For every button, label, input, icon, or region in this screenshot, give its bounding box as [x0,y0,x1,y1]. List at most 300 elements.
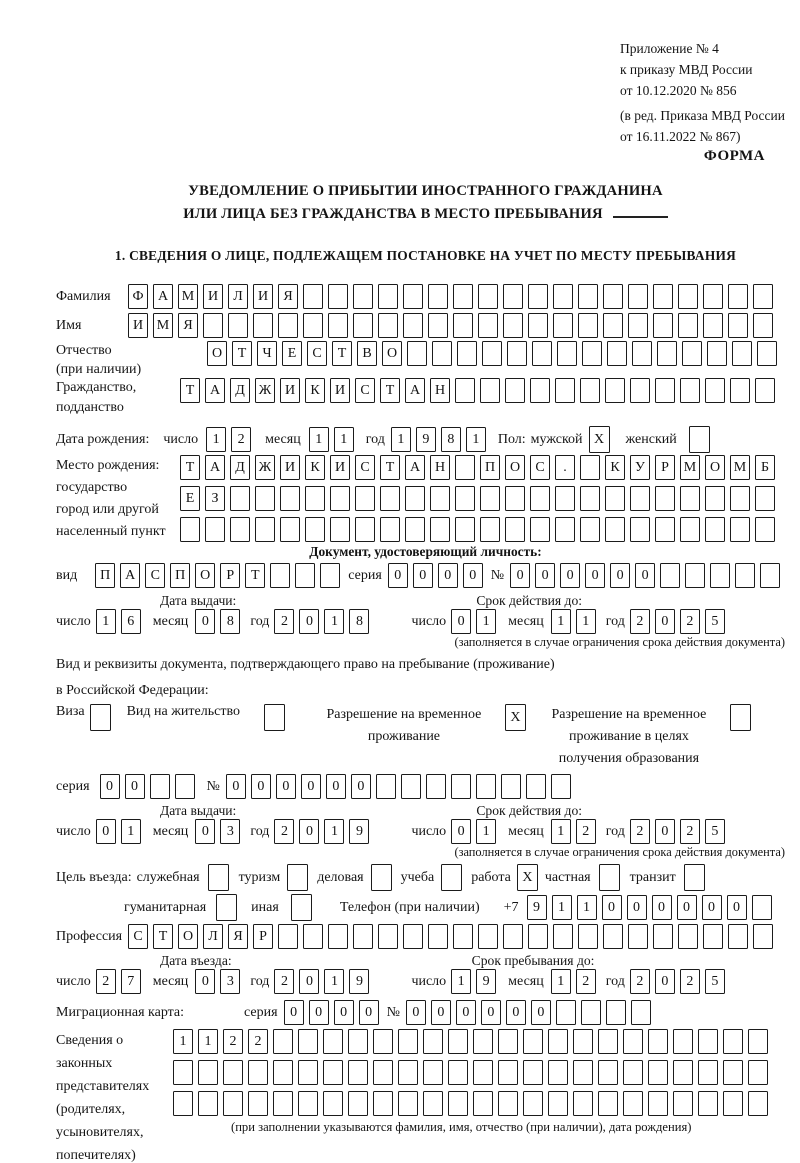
char-cell[interactable]: 0 [655,969,675,994]
char-cell[interactable]: Я [178,313,198,338]
char-cell[interactable] [556,1000,576,1025]
entry-year-field[interactable] [274,969,369,994]
char-cell[interactable]: 0 [456,1000,476,1025]
char-cell[interactable] [203,313,223,338]
migration-card-series-field[interactable] [284,1000,379,1025]
char-cell[interactable]: П [170,563,190,588]
char-cell[interactable]: 9 [416,427,436,452]
char-cell[interactable] [555,378,575,403]
char-cell[interactable] [757,341,777,366]
char-cell[interactable]: 5 [705,969,725,994]
char-cell[interactable] [480,517,500,542]
char-cell[interactable]: 0 [284,1000,304,1025]
char-cell[interactable]: Н [430,378,450,403]
char-cell[interactable]: М [680,455,700,480]
char-cell[interactable] [598,1029,618,1054]
char-cell[interactable]: 0 [195,609,215,634]
char-cell[interactable] [355,517,375,542]
char-cell[interactable] [732,341,752,366]
char-cell[interactable]: Ч [257,341,277,366]
char-cell[interactable]: 0 [677,895,697,920]
char-cell[interactable] [473,1029,493,1054]
char-cell[interactable]: 0 [655,609,675,634]
char-cell[interactable]: С [307,341,327,366]
char-cell[interactable]: 0 [299,609,319,634]
char-cell[interactable] [728,924,748,949]
purpose-commercial-checkbox[interactable] [371,864,392,891]
char-cell[interactable]: 8 [441,427,461,452]
char-cell[interactable]: М [730,455,750,480]
char-cell[interactable] [255,486,275,511]
char-cell[interactable]: 8 [349,609,369,634]
char-cell[interactable]: 1 [552,895,572,920]
char-cell[interactable] [323,1060,343,1085]
char-cell[interactable]: Ж [255,378,275,403]
char-cell[interactable]: Р [220,563,240,588]
char-cell[interactable]: К [305,455,325,480]
char-cell[interactable] [735,563,755,588]
char-cell[interactable] [298,1060,318,1085]
char-cell[interactable] [498,1060,518,1085]
char-cell[interactable] [728,313,748,338]
char-cell[interactable] [528,313,548,338]
char-cell[interactable]: О [178,924,198,949]
char-cell[interactable]: С [128,924,148,949]
char-cell[interactable] [430,517,450,542]
char-cell[interactable]: 8 [220,609,240,634]
char-cell[interactable]: 0 [481,1000,501,1025]
residence-permit-checkbox[interactable] [264,704,285,731]
char-cell[interactable] [698,1091,718,1116]
char-cell[interactable]: 1 [173,1029,193,1054]
char-cell[interactable] [648,1060,668,1085]
char-cell[interactable] [298,1091,318,1116]
char-cell[interactable] [760,563,780,588]
char-cell[interactable]: 1 [206,427,226,452]
char-cell[interactable]: 0 [655,819,675,844]
char-cell[interactable] [305,517,325,542]
char-cell[interactable]: Е [180,486,200,511]
char-cell[interactable]: А [205,455,225,480]
char-cell[interactable] [403,924,423,949]
char-cell[interactable]: 1 [324,819,344,844]
char-cell[interactable]: 2 [630,609,650,634]
purpose-tourism-checkbox[interactable] [287,864,308,891]
char-cell[interactable] [198,1091,218,1116]
residence-valid-day-field[interactable] [451,819,496,844]
char-cell[interactable] [553,284,573,309]
char-cell[interactable] [482,341,502,366]
char-cell[interactable]: 9 [349,969,369,994]
char-cell[interactable]: У [630,455,650,480]
char-cell[interactable] [730,486,750,511]
char-cell[interactable] [548,1029,568,1054]
purpose-study-checkbox[interactable] [441,864,462,891]
char-cell[interactable] [680,378,700,403]
char-cell[interactable]: А [405,455,425,480]
char-cell[interactable] [755,378,775,403]
char-cell[interactable] [648,1091,668,1116]
char-cell[interactable] [403,284,423,309]
char-cell[interactable]: И [203,284,223,309]
char-cell[interactable] [270,563,290,588]
char-cell[interactable]: 0 [506,1000,526,1025]
identity-issue-month-field[interactable] [195,609,240,634]
char-cell[interactable] [673,1060,693,1085]
char-cell[interactable]: Л [228,284,248,309]
char-cell[interactable]: Р [655,455,675,480]
char-cell[interactable] [523,1091,543,1116]
char-cell[interactable] [630,517,650,542]
purpose-transit-checkbox[interactable] [684,864,705,891]
char-cell[interactable] [528,284,548,309]
identity-valid-day-field[interactable] [451,609,496,634]
char-cell[interactable]: 0 [388,563,408,588]
residence-issue-day-field[interactable] [96,819,141,844]
char-cell[interactable] [530,378,550,403]
char-cell[interactable]: 6 [121,609,141,634]
char-cell[interactable] [455,378,475,403]
char-cell[interactable]: К [605,455,625,480]
char-cell[interactable] [578,924,598,949]
char-cell[interactable] [748,1029,768,1054]
char-cell[interactable] [606,1000,626,1025]
char-cell[interactable] [455,455,475,480]
char-cell[interactable]: 0 [510,563,530,588]
char-cell[interactable] [555,517,575,542]
temp-permit-checkbox[interactable]: X [505,704,526,731]
char-cell[interactable] [453,313,473,338]
char-cell[interactable] [278,313,298,338]
char-cell[interactable] [255,517,275,542]
purpose-work-checkbox[interactable]: X [517,864,538,891]
surname-field[interactable] [128,284,773,309]
char-cell[interactable]: 1 [391,427,411,452]
char-cell[interactable] [630,486,650,511]
char-cell[interactable] [526,774,546,799]
sex-male-checkbox[interactable]: X [589,426,610,453]
char-cell[interactable] [426,774,446,799]
char-cell[interactable]: 0 [96,819,116,844]
char-cell[interactable] [330,486,350,511]
char-cell[interactable]: Б [755,455,775,480]
char-cell[interactable] [653,313,673,338]
char-cell[interactable]: Д [230,455,250,480]
char-cell[interactable] [505,486,525,511]
char-cell[interactable] [655,378,675,403]
char-cell[interactable] [503,924,523,949]
char-cell[interactable]: 2 [274,969,294,994]
patronymic-field[interactable] [207,341,777,366]
char-cell[interactable]: З [205,486,225,511]
char-cell[interactable] [280,486,300,511]
char-cell[interactable] [730,517,750,542]
char-cell[interactable]: 0 [451,819,471,844]
identity-series-field[interactable] [388,563,483,588]
char-cell[interactable] [423,1029,443,1054]
char-cell[interactable] [657,341,677,366]
stay-month-field[interactable] [551,969,596,994]
char-cell[interactable]: 2 [223,1029,243,1054]
char-cell[interactable] [448,1029,468,1054]
char-cell[interactable] [598,1091,618,1116]
char-cell[interactable]: С [355,455,375,480]
char-cell[interactable]: М [178,284,198,309]
char-cell[interactable] [373,1060,393,1085]
char-cell[interactable] [605,486,625,511]
char-cell[interactable]: 5 [705,609,725,634]
char-cell[interactable] [353,924,373,949]
char-cell[interactable] [573,1029,593,1054]
char-cell[interactable]: А [120,563,140,588]
char-cell[interactable] [305,486,325,511]
char-cell[interactable] [682,341,702,366]
char-cell[interactable] [398,1091,418,1116]
char-cell[interactable]: 0 [125,774,145,799]
char-cell[interactable] [405,517,425,542]
char-cell[interactable] [248,1091,268,1116]
char-cell[interactable]: 1 [577,895,597,920]
char-cell[interactable]: 1 [551,969,571,994]
char-cell[interactable]: 0 [299,819,319,844]
char-cell[interactable] [523,1029,543,1054]
representatives-row2-field[interactable] [173,1060,768,1085]
residence-valid-month-field[interactable] [551,819,596,844]
char-cell[interactable] [505,517,525,542]
char-cell[interactable]: 0 [301,774,321,799]
char-cell[interactable]: 2 [630,969,650,994]
visa-checkbox[interactable] [90,704,111,731]
char-cell[interactable] [557,341,577,366]
birth-place-row3-field[interactable] [180,517,775,542]
char-cell[interactable] [457,341,477,366]
char-cell[interactable] [278,924,298,949]
char-cell[interactable] [703,284,723,309]
char-cell[interactable] [703,313,723,338]
char-cell[interactable]: 7 [121,969,141,994]
identity-issue-year-field[interactable] [274,609,369,634]
char-cell[interactable] [680,517,700,542]
char-cell[interactable] [752,895,772,920]
char-cell[interactable] [580,486,600,511]
char-cell[interactable] [328,313,348,338]
char-cell[interactable] [380,517,400,542]
given-name-field[interactable] [128,313,773,338]
char-cell[interactable]: 0 [451,609,471,634]
char-cell[interactable] [580,455,600,480]
char-cell[interactable] [648,1029,668,1054]
char-cell[interactable]: 0 [727,895,747,920]
char-cell[interactable] [498,1091,518,1116]
char-cell[interactable] [480,378,500,403]
char-cell[interactable] [755,486,775,511]
char-cell[interactable] [655,517,675,542]
char-cell[interactable]: 0 [195,819,215,844]
char-cell[interactable] [398,1029,418,1054]
char-cell[interactable]: 0 [359,1000,379,1025]
char-cell[interactable] [607,341,627,366]
char-cell[interactable] [373,1091,393,1116]
char-cell[interactable]: Р [253,924,273,949]
char-cell[interactable] [507,341,527,366]
char-cell[interactable]: 1 [121,819,141,844]
char-cell[interactable] [453,284,473,309]
char-cell[interactable] [553,313,573,338]
char-cell[interactable]: Т [332,341,352,366]
char-cell[interactable] [710,563,730,588]
char-cell[interactable]: 0 [100,774,120,799]
char-cell[interactable] [448,1060,468,1085]
char-cell[interactable] [378,313,398,338]
migration-card-number-field[interactable] [406,1000,651,1025]
residence-number-field[interactable] [226,774,571,799]
char-cell[interactable] [748,1091,768,1116]
char-cell[interactable]: И [280,455,300,480]
char-cell[interactable]: Е [282,341,302,366]
char-cell[interactable] [295,563,315,588]
char-cell[interactable] [655,486,675,511]
char-cell[interactable]: 1 [576,609,596,634]
char-cell[interactable]: М [153,313,173,338]
char-cell[interactable] [230,517,250,542]
char-cell[interactable]: 1 [551,609,571,634]
char-cell[interactable]: 3 [220,969,240,994]
char-cell[interactable]: Т [232,341,252,366]
char-cell[interactable] [407,341,427,366]
char-cell[interactable] [273,1091,293,1116]
char-cell[interactable] [453,924,473,949]
char-cell[interactable]: И [280,378,300,403]
identity-number-field[interactable] [510,563,780,588]
char-cell[interactable]: 0 [635,563,655,588]
char-cell[interactable] [403,313,423,338]
char-cell[interactable] [698,1060,718,1085]
birth-place-row2-field[interactable] [180,486,775,511]
char-cell[interactable]: И [128,313,148,338]
char-cell[interactable]: 1 [451,969,471,994]
char-cell[interactable]: С [355,378,375,403]
char-cell[interactable]: . [555,455,575,480]
char-cell[interactable] [428,313,448,338]
char-cell[interactable] [175,774,195,799]
char-cell[interactable] [480,486,500,511]
representatives-row3-field[interactable] [173,1091,768,1116]
char-cell[interactable]: 1 [309,427,329,452]
char-cell[interactable]: И [330,455,350,480]
stay-year-field[interactable] [630,969,725,994]
char-cell[interactable] [748,1060,768,1085]
char-cell[interactable]: 2 [576,819,596,844]
char-cell[interactable] [378,924,398,949]
birth-day-field[interactable] [206,427,251,452]
char-cell[interactable] [530,517,550,542]
char-cell[interactable] [705,486,725,511]
char-cell[interactable]: Я [228,924,248,949]
char-cell[interactable]: О [195,563,215,588]
char-cell[interactable] [273,1029,293,1054]
char-cell[interactable] [523,1060,543,1085]
char-cell[interactable] [723,1029,743,1054]
char-cell[interactable] [623,1060,643,1085]
char-cell[interactable]: С [530,455,550,480]
char-cell[interactable] [551,774,571,799]
char-cell[interactable] [223,1091,243,1116]
char-cell[interactable]: 1 [476,819,496,844]
char-cell[interactable] [205,517,225,542]
char-cell[interactable]: 2 [96,969,116,994]
char-cell[interactable]: И [253,284,273,309]
char-cell[interactable] [728,284,748,309]
char-cell[interactable]: А [405,378,425,403]
char-cell[interactable] [573,1060,593,1085]
char-cell[interactable] [530,486,550,511]
char-cell[interactable] [423,1060,443,1085]
char-cell[interactable] [303,313,323,338]
char-cell[interactable]: 2 [680,609,700,634]
char-cell[interactable] [353,313,373,338]
char-cell[interactable] [503,313,523,338]
char-cell[interactable]: 0 [602,895,622,920]
char-cell[interactable] [405,486,425,511]
char-cell[interactable]: 2 [576,969,596,994]
birth-year-field[interactable] [391,427,486,452]
char-cell[interactable]: О [207,341,227,366]
char-cell[interactable] [323,1091,343,1116]
char-cell[interactable]: 1 [551,819,571,844]
char-cell[interactable] [505,378,525,403]
char-cell[interactable]: 2 [248,1029,268,1054]
char-cell[interactable]: 3 [220,819,240,844]
char-cell[interactable] [473,1091,493,1116]
char-cell[interactable]: Т [153,924,173,949]
char-cell[interactable]: Л [203,924,223,949]
char-cell[interactable] [451,774,471,799]
char-cell[interactable] [303,924,323,949]
char-cell[interactable] [730,378,750,403]
char-cell[interactable]: 2 [680,969,700,994]
char-cell[interactable] [573,1091,593,1116]
char-cell[interactable] [528,924,548,949]
char-cell[interactable] [623,1091,643,1116]
char-cell[interactable] [328,924,348,949]
residence-series-field[interactable] [100,774,195,799]
char-cell[interactable] [476,774,496,799]
char-cell[interactable]: К [305,378,325,403]
char-cell[interactable] [323,1029,343,1054]
char-cell[interactable] [448,1091,468,1116]
char-cell[interactable]: О [705,455,725,480]
char-cell[interactable]: 0 [652,895,672,920]
char-cell[interactable]: 0 [627,895,647,920]
char-cell[interactable] [455,486,475,511]
char-cell[interactable] [150,774,170,799]
char-cell[interactable]: О [382,341,402,366]
char-cell[interactable] [578,284,598,309]
char-cell[interactable]: 2 [274,609,294,634]
char-cell[interactable] [605,378,625,403]
char-cell[interactable] [328,284,348,309]
char-cell[interactable]: 1 [466,427,486,452]
char-cell[interactable]: 0 [195,969,215,994]
char-cell[interactable] [173,1060,193,1085]
char-cell[interactable] [373,1029,393,1054]
char-cell[interactable]: 0 [276,774,296,799]
char-cell[interactable] [582,341,602,366]
birth-place-row1-field[interactable] [180,455,775,480]
char-cell[interactable]: Н [430,455,450,480]
char-cell[interactable] [253,313,273,338]
char-cell[interactable] [303,284,323,309]
